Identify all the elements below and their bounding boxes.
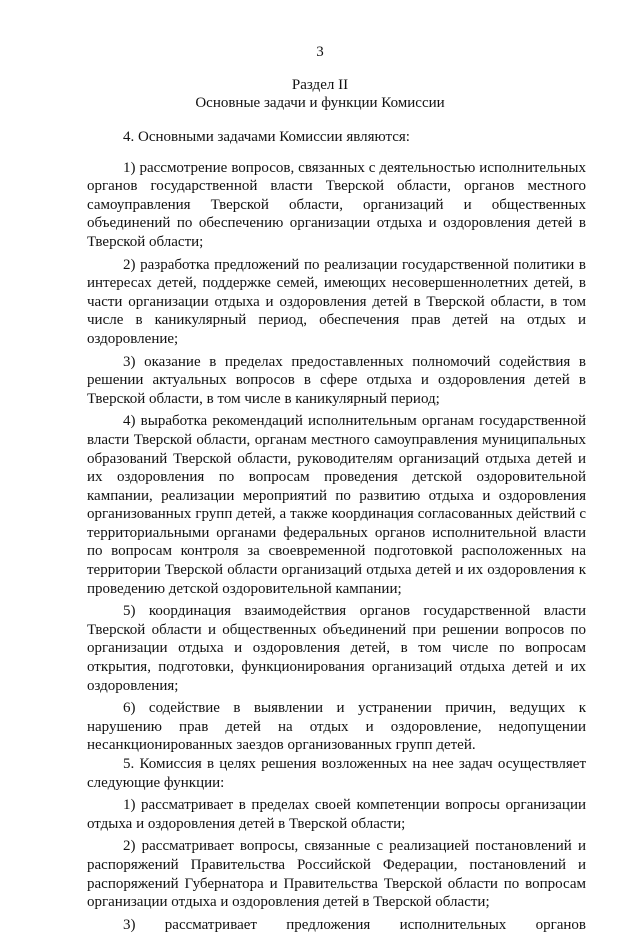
- paragraph-tasks-intro: 4. Основными задачами Комиссии являются:: [123, 129, 410, 145]
- paragraph-function-3: 3) рассматривает предложения исполнительных органов: [123, 916, 586, 933]
- section-title: Основные задачи и функции Комиссии: [195, 95, 445, 111]
- paragraph-function-1: 1) рассматривает в пределах своей компетенции вопросы организации отдыха и оздоровления детей в Тверской области;: [87, 797, 586, 832]
- paragraph-task-3: 3) оказание в пределах предоставленных полномочий содействия в решении актуальных вопросов в сфере отдыха и оздоровления детей в Тверской области, в том числе в каникулярный период;: [87, 353, 586, 407]
- section-heading: [0, 76, 640, 112]
- document-body: [87, 128, 586, 934]
- paragraph-task-2: 2) разработка предложений по реализации государственной политики в интересах детей, поддержке семей, имеющих несовершеннолетних детей, в части организации отдыха и оздоровления детей в Тверской области, в том числе в каникулярный период, обеспечения прав детей на отдых и оздоровление;: [87, 256, 586, 347]
- paragraph-task-6: 6) содействие в выявлении и устранении причин, ведущих к нарушению прав детей на отдых и оздоровление, недопущении несанкционированных заездов организованных групп детей.: [87, 700, 586, 754]
- section-number: Раздел II: [291, 77, 349, 93]
- paragraph-function-2: 2) рассматривает вопросы, связанные с реализацией постановлений и распоряжений Правительства Российской Федерации, постановлений и распоряжений Губернатора и Правительства Тверской области по вопросам организации отдыха и оздоровления детей в Тверской области;: [87, 838, 586, 911]
- page-number: 3: [316, 44, 324, 60]
- paragraph-task-1: 1) рассмотрение вопросов, связанных с деятельностью исполнительных органов государственной власти Тверской области, органов местного самоуправления Тверской области, организаций и общественных объединений по обеспечению организации отдыха и оздоровления детей в Тверской области;: [87, 159, 586, 250]
- paragraph-functions-intro: 5. Комиссия в целях решения возложенных на нее задач осуществляет следующие функции:: [87, 756, 586, 791]
- paragraph-task-4: 4) выработка рекомендаций исполнительным органам государственной власти Тверской области, органам местного самоуправления муниципальных образований Тверской области, руководителям организаций отдыха детей и их оздоровления по вопросам проведения детской оздоровительной кампании, реализации мероприятий по развитию отдыха и оздоровления организованных групп детей, а также координация согласованных действий с территориальными органами федеральных органов исполнительной власти по вопросам контроля за своевременной подготовкой расположенных на территории Тверской области организаций отдыха детей и их оздоровления к проведению детской оздоровительной кампании;: [87, 413, 586, 597]
- paragraph-task-5: 5) координация взаимодействия органов государственной власти Тверской области и общественных объединений при решении вопросов по организации отдыха и оздоровления детей, в том числе по вопросам открытия, подготовки, функционирования организаций отдыха детей и их оздоровления;: [87, 603, 586, 694]
